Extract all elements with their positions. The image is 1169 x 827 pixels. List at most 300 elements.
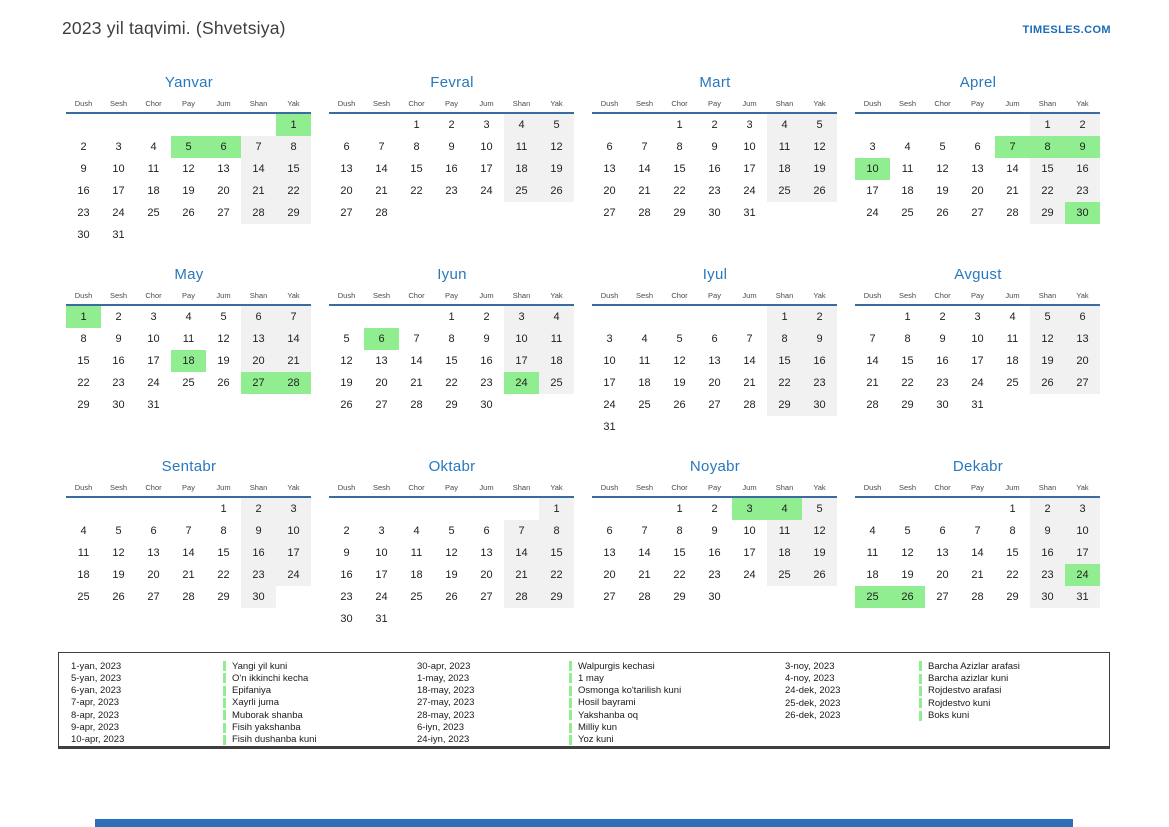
calendar-day-empty <box>539 608 574 630</box>
weekday-label: Jum <box>995 99 1030 113</box>
calendar-day: 17 <box>276 542 311 564</box>
calendar-day: 15 <box>673 163 686 175</box>
calendar-day-empty <box>136 224 171 246</box>
calendar-day: 12 <box>340 355 353 367</box>
calendar-day: 11 <box>77 547 90 559</box>
calendar-day: 23 <box>708 569 721 581</box>
calendar-day: 22 <box>445 377 458 389</box>
calendar-day-empty <box>136 113 171 136</box>
legend-holiday-label: Yangi yil kuni <box>232 660 288 672</box>
calendar-day: 13 <box>480 547 493 559</box>
calendar-day: 10 <box>603 355 616 367</box>
month-grid <box>329 291 574 416</box>
weekday-label: Yak <box>802 291 837 305</box>
calendar-day: 11 <box>901 163 914 175</box>
legend-date: 27-may, 2023 <box>417 697 475 709</box>
calendar-day: 14 <box>638 163 651 175</box>
weekday-label: Sesh <box>627 483 662 497</box>
legend-row <box>417 734 785 746</box>
calendar-day-holiday: 8 <box>1030 136 1065 158</box>
calendar-day-empty <box>399 497 434 520</box>
calendar-day: 24 <box>276 564 311 586</box>
calendar-day: 14 <box>182 547 195 559</box>
weekday-label: Sesh <box>364 99 399 113</box>
calendar-day-empty <box>434 608 469 630</box>
weekday-label: Chor <box>662 483 697 497</box>
legend-date: 26-dek, 2023 <box>785 710 841 722</box>
calendar-day: 2 <box>1065 113 1100 136</box>
calendar-day: 4 <box>539 305 574 328</box>
weekday-label: Shan <box>504 99 539 113</box>
legend-row <box>71 721 417 733</box>
calendar-day: 15 <box>77 355 90 367</box>
calendar-day-holiday: 6 <box>206 136 241 158</box>
calendar-day-empty <box>364 497 399 520</box>
calendar-day: 26 <box>182 207 195 219</box>
calendar-day-holiday: 24 <box>1065 564 1100 586</box>
calendar-day-holiday: 26 <box>890 586 925 608</box>
holiday-marker-icon <box>223 735 226 745</box>
calendar-day-empty <box>329 497 364 520</box>
calendar-day: 21 <box>276 350 311 372</box>
legend-holiday-label: Yakshanba oq <box>578 709 639 721</box>
calendar-day: 13 <box>217 163 230 175</box>
calendar-day: 13 <box>241 328 276 350</box>
month-fevral <box>329 74 575 224</box>
calendar-day: 12 <box>539 136 574 158</box>
calendar-day: 18 <box>767 542 802 564</box>
month-grid <box>66 291 311 416</box>
calendar-day: 20 <box>1065 350 1100 372</box>
calendar-day: 16 <box>340 569 353 581</box>
calendar-day: 5 <box>676 333 683 345</box>
calendar-day: 7 <box>641 525 648 537</box>
legend-holiday-name <box>223 734 317 745</box>
calendar-day-empty <box>364 305 399 328</box>
calendar-day: 9 <box>711 141 718 153</box>
calendar-day: 16 <box>445 163 458 175</box>
month-title: Iyul <box>702 266 728 283</box>
month-grid <box>592 99 837 224</box>
calendar-day: 29 <box>77 399 90 411</box>
calendar-day: 8 <box>80 333 87 345</box>
calendar-day-empty <box>399 305 434 328</box>
month-noyabr <box>592 458 838 608</box>
calendar-day: 28 <box>866 399 879 411</box>
calendar-day: 25 <box>901 207 914 219</box>
calendar-day: 29 <box>539 586 574 608</box>
weekday-label: Yak <box>802 99 837 113</box>
calendar-day: 13 <box>603 163 616 175</box>
calendar-day: 20 <box>241 350 276 372</box>
calendar-day-empty <box>732 305 767 328</box>
weekday-label: Shan <box>1030 291 1065 305</box>
calendar-day-empty <box>504 608 539 630</box>
calendar-day: 12 <box>112 547 125 559</box>
weekday-label: Dush <box>66 99 101 113</box>
holiday-marker-icon <box>569 710 572 720</box>
calendar-day: 23 <box>936 377 949 389</box>
calendar-day-empty <box>662 416 697 438</box>
calendar-day: 5 <box>448 525 455 537</box>
calendar-day: 27 <box>936 591 949 603</box>
calendar-day: 7 <box>413 333 420 345</box>
calendar-day: 8 <box>904 333 911 345</box>
calendar-day: 14 <box>866 355 879 367</box>
calendar-day: 15 <box>539 542 574 564</box>
calendar-day: 7 <box>241 136 276 158</box>
legend-row <box>71 685 417 697</box>
calendar-day: 10 <box>112 163 125 175</box>
legend-group <box>71 660 417 746</box>
calendar-day: 10 <box>743 141 756 153</box>
calendar-day: 10 <box>504 328 539 350</box>
calendar-day: 24 <box>112 207 125 219</box>
calendar-day: 23 <box>340 591 353 603</box>
legend-holiday-label: Osmonga ko'tarilish kuni <box>578 685 682 697</box>
calendar-day-empty <box>697 305 732 328</box>
weekday-label: Jum <box>732 483 767 497</box>
calendar-day: 25 <box>182 377 195 389</box>
legend-holiday-label: Fisih dushanba kuni <box>232 734 317 746</box>
calendar-day: 2 <box>711 119 718 131</box>
calendar-day: 22 <box>217 569 230 581</box>
month-grid <box>66 483 311 608</box>
calendar-day: 8 <box>448 333 455 345</box>
legend-date: 10-apr, 2023 <box>71 734 125 746</box>
legend-holiday-name <box>919 710 969 721</box>
calendar-day-empty <box>276 586 311 608</box>
weekday-label: Shan <box>767 483 802 497</box>
legend-holiday-name <box>223 673 308 684</box>
calendar-day: 24 <box>147 377 160 389</box>
month-grid <box>329 99 574 224</box>
calendar-day: 19 <box>673 377 686 389</box>
month-title: Fevral <box>430 74 474 91</box>
calendar-day: 17 <box>112 185 125 197</box>
calendar-day: 21 <box>182 569 195 581</box>
calendar-day: 13 <box>603 547 616 559</box>
calendar-day: 16 <box>112 355 125 367</box>
weekday-label: Chor <box>925 483 960 497</box>
site-link[interactable]: TIMESLES.COM <box>1022 24 1111 36</box>
calendar-day: 18 <box>866 569 879 581</box>
calendar-day: 7 <box>185 525 192 537</box>
calendar-day-empty <box>241 113 276 136</box>
calendar-day-empty <box>241 224 276 246</box>
calendar-day: 3 <box>974 311 981 323</box>
weekday-label: Chor <box>662 99 697 113</box>
calendar-day-empty <box>627 113 662 136</box>
calendar-day: 6 <box>1065 305 1100 328</box>
legend-holiday-label: Walpurgis kechasi <box>578 660 655 672</box>
calendar-day-empty <box>732 586 767 608</box>
calendar-day: 8 <box>1009 525 1016 537</box>
calendar-day: 7 <box>641 141 648 153</box>
calendar-day: 30 <box>241 586 276 608</box>
legend-holiday-name <box>223 685 271 696</box>
calendar-day: 3 <box>276 497 311 520</box>
calendar-day-empty <box>802 416 837 438</box>
calendar-day: 8 <box>676 141 683 153</box>
calendar-day: 31 <box>112 229 125 241</box>
calendar-day: 19 <box>802 158 837 180</box>
legend-row <box>417 709 785 721</box>
calendar-day: 12 <box>802 520 837 542</box>
month-grid <box>66 99 311 246</box>
calendar-day: 9 <box>80 163 87 175</box>
weekday-label: Shan <box>241 291 276 305</box>
month-grid <box>592 483 837 608</box>
weekday-label: Jum <box>206 483 241 497</box>
calendar-day: 17 <box>1065 542 1100 564</box>
legend-row <box>417 721 785 733</box>
calendar-day-holiday: 1 <box>66 305 101 328</box>
holiday-marker-icon <box>223 686 226 696</box>
calendar-day: 22 <box>410 185 423 197</box>
calendar-day: 10 <box>743 525 756 537</box>
calendar-day: 18 <box>77 569 90 581</box>
calendar-day: 1 <box>220 503 227 515</box>
weekday-label: Pay <box>171 483 206 497</box>
legend-date: 30-apr, 2023 <box>417 660 471 672</box>
calendar-day: 9 <box>939 333 946 345</box>
calendar-day: 2 <box>802 305 837 328</box>
calendar-day: 16 <box>1065 158 1100 180</box>
calendar-day: 9 <box>241 520 276 542</box>
weekday-label: Shan <box>1030 483 1065 497</box>
calendar-day: 4 <box>413 525 420 537</box>
calendar-day: 23 <box>112 377 125 389</box>
weekday-label: Shan <box>1030 99 1065 113</box>
calendar-day: 22 <box>1006 569 1019 581</box>
calendar-day: 1 <box>676 119 683 131</box>
calendar-day: 21 <box>638 185 651 197</box>
weekday-label: Pay <box>171 291 206 305</box>
weekday-label: Jum <box>995 483 1030 497</box>
calendar-day: 13 <box>936 547 949 559</box>
calendar-day: 14 <box>638 547 651 559</box>
weekday-label: Pay <box>960 483 995 497</box>
calendar-day-empty <box>627 497 662 520</box>
weekday-label: Dush <box>855 291 890 305</box>
calendar-day: 11 <box>767 136 802 158</box>
calendar-day: 29 <box>673 591 686 603</box>
calendar-day: 2 <box>448 119 455 131</box>
legend-date: 28-may, 2023 <box>417 709 475 721</box>
month-aprel <box>855 74 1101 224</box>
calendar-day: 5 <box>904 525 911 537</box>
calendar-day: 24 <box>603 399 616 411</box>
calendar-day: 10 <box>971 333 984 345</box>
months-grid <box>66 74 1101 630</box>
weekday-label: Yak <box>276 291 311 305</box>
calendar-day: 19 <box>340 377 353 389</box>
calendar-day: 28 <box>375 207 388 219</box>
calendar-day: 7 <box>504 520 539 542</box>
calendar-day: 17 <box>743 547 756 559</box>
calendar-day: 1 <box>413 119 420 131</box>
calendar-day: 31 <box>743 207 756 219</box>
calendar-day: 31 <box>603 421 616 433</box>
calendar-day: 28 <box>504 586 539 608</box>
calendar-day: 5 <box>220 311 227 323</box>
legend-date: 25-dek, 2023 <box>785 697 841 709</box>
weekday-label: Chor <box>399 291 434 305</box>
calendar-day: 15 <box>767 350 802 372</box>
weekday-label: Yak <box>276 483 311 497</box>
legend-holiday-name <box>223 661 287 672</box>
calendar-day: 4 <box>504 113 539 136</box>
month-mart <box>592 74 838 224</box>
weekday-label: Chor <box>925 291 960 305</box>
calendar-day: 18 <box>147 185 160 197</box>
calendar-day: 5 <box>115 525 122 537</box>
calendar-day-holiday: 28 <box>276 372 311 394</box>
legend-holiday-name <box>919 673 1008 684</box>
holiday-marker-icon <box>919 661 922 671</box>
calendar-day: 28 <box>410 399 423 411</box>
calendar-day: 16 <box>480 355 493 367</box>
weekday-label: Shan <box>504 291 539 305</box>
calendar-day: 11 <box>410 547 423 559</box>
calendar-day: 27 <box>147 591 160 603</box>
holiday-marker-icon <box>919 686 922 696</box>
calendar-day-empty <box>802 202 837 224</box>
calendar-day-holiday: 30 <box>1065 202 1100 224</box>
legend-date: 24-dek, 2023 <box>785 685 841 697</box>
legend-holiday-label: Rojdestvo arafasi <box>928 685 1002 697</box>
legend-date: 7-apr, 2023 <box>71 697 120 709</box>
calendar-day-empty <box>504 394 539 416</box>
calendar-day: 16 <box>708 547 721 559</box>
calendar-day: 27 <box>603 207 616 219</box>
calendar-day: 20 <box>603 185 616 197</box>
calendar-day-empty <box>101 113 136 136</box>
calendar-day: 31 <box>971 399 984 411</box>
calendar-day: 4 <box>185 311 192 323</box>
month-title: Oktabr <box>428 458 476 475</box>
month-grid <box>855 99 1100 224</box>
weekday-label: Sesh <box>890 483 925 497</box>
weekday-label: Dush <box>592 483 627 497</box>
weekday-label: Jum <box>206 99 241 113</box>
calendar-day: 2 <box>343 525 350 537</box>
legend-date: 8-apr, 2023 <box>71 709 120 721</box>
weekday-label: Pay <box>960 291 995 305</box>
month-title: Avgust <box>954 266 1002 283</box>
calendar-day: 23 <box>1065 180 1100 202</box>
calendar-day-empty <box>206 113 241 136</box>
calendar-day: 11 <box>1006 333 1019 345</box>
weekday-label: Shan <box>504 483 539 497</box>
calendar-day: 3 <box>483 119 490 131</box>
calendar-day-holiday: 1 <box>276 113 311 136</box>
weekday-label: Pay <box>171 99 206 113</box>
legend-holiday-name <box>569 661 655 672</box>
calendar-day-empty <box>995 394 1030 416</box>
calendar-day-empty <box>960 497 995 520</box>
weekday-label: Sesh <box>890 99 925 113</box>
calendar-day: 5 <box>939 141 946 153</box>
month-title: Noyabr <box>689 458 741 475</box>
calendar-day-empty <box>925 113 960 136</box>
calendar-day: 15 <box>276 158 311 180</box>
weekday-label: Shan <box>241 483 276 497</box>
calendar-day: 20 <box>971 185 984 197</box>
weekday-label: Dush <box>329 99 364 113</box>
page-title: 2023 yil taqvimi. (Shvetsiya) <box>62 18 286 38</box>
calendar-day: 8 <box>413 141 420 153</box>
calendar-day: 31 <box>147 399 160 411</box>
calendar-day-empty <box>925 497 960 520</box>
weekday-label: Sesh <box>627 99 662 113</box>
calendar-day: 6 <box>241 305 276 328</box>
weekday-label: Chor <box>136 291 171 305</box>
holiday-marker-icon <box>569 673 572 683</box>
month-title: Mart <box>699 74 731 91</box>
calendar-day-empty <box>434 497 469 520</box>
calendar-day: 24 <box>866 207 879 219</box>
calendar-day: 19 <box>182 185 195 197</box>
legend-date: 5-yan, 2023 <box>71 672 122 684</box>
calendar-day: 29 <box>445 399 458 411</box>
legend-holiday-name <box>919 661 1020 672</box>
calendar-day: 3 <box>115 141 122 153</box>
calendar-day: 3 <box>150 311 157 323</box>
holiday-marker-icon <box>569 735 572 745</box>
calendar-day: 14 <box>504 542 539 564</box>
weekday-label: Dush <box>592 291 627 305</box>
calendar-day: 20 <box>936 569 949 581</box>
weekday-label: Pay <box>697 483 732 497</box>
calendar-day: 21 <box>638 569 651 581</box>
calendar-day: 16 <box>1030 542 1065 564</box>
calendar-day: 17 <box>504 350 539 372</box>
calendar-day: 31 <box>375 613 388 625</box>
calendar-day: 11 <box>147 163 160 175</box>
calendar-day: 26 <box>802 180 837 202</box>
calendar-day: 30 <box>708 207 721 219</box>
calendar-day: 15 <box>445 355 458 367</box>
calendar-day: 20 <box>603 569 616 581</box>
holiday-marker-icon <box>919 698 922 708</box>
weekday-label: Chor <box>136 483 171 497</box>
legend-row <box>417 660 785 672</box>
calendar-day: 18 <box>1006 355 1019 367</box>
calendar-day-empty <box>171 394 206 416</box>
calendar-day-empty <box>539 202 574 224</box>
calendar-day: 13 <box>1065 328 1100 350</box>
calendar-day: 2 <box>939 311 946 323</box>
calendar-day: 11 <box>866 547 879 559</box>
calendar-day: 26 <box>445 591 458 603</box>
calendar-day-holiday: 5 <box>171 136 206 158</box>
month-grid <box>329 483 574 630</box>
weekday-label: Jum <box>995 291 1030 305</box>
calendar-day: 11 <box>539 328 574 350</box>
calendar-day: 22 <box>77 377 90 389</box>
weekday-label: Yak <box>276 99 311 113</box>
legend-date: 4-noy, 2023 <box>785 673 835 685</box>
holiday-marker-icon <box>569 698 572 708</box>
calendar-day-empty <box>960 113 995 136</box>
legend-holiday-name <box>223 697 279 708</box>
calendar-day: 10 <box>375 547 388 559</box>
legend-date: 18-may, 2023 <box>417 685 475 697</box>
legend-holiday-label: Rojdestvo kuni <box>928 697 991 709</box>
weekday-label: Pay <box>960 99 995 113</box>
